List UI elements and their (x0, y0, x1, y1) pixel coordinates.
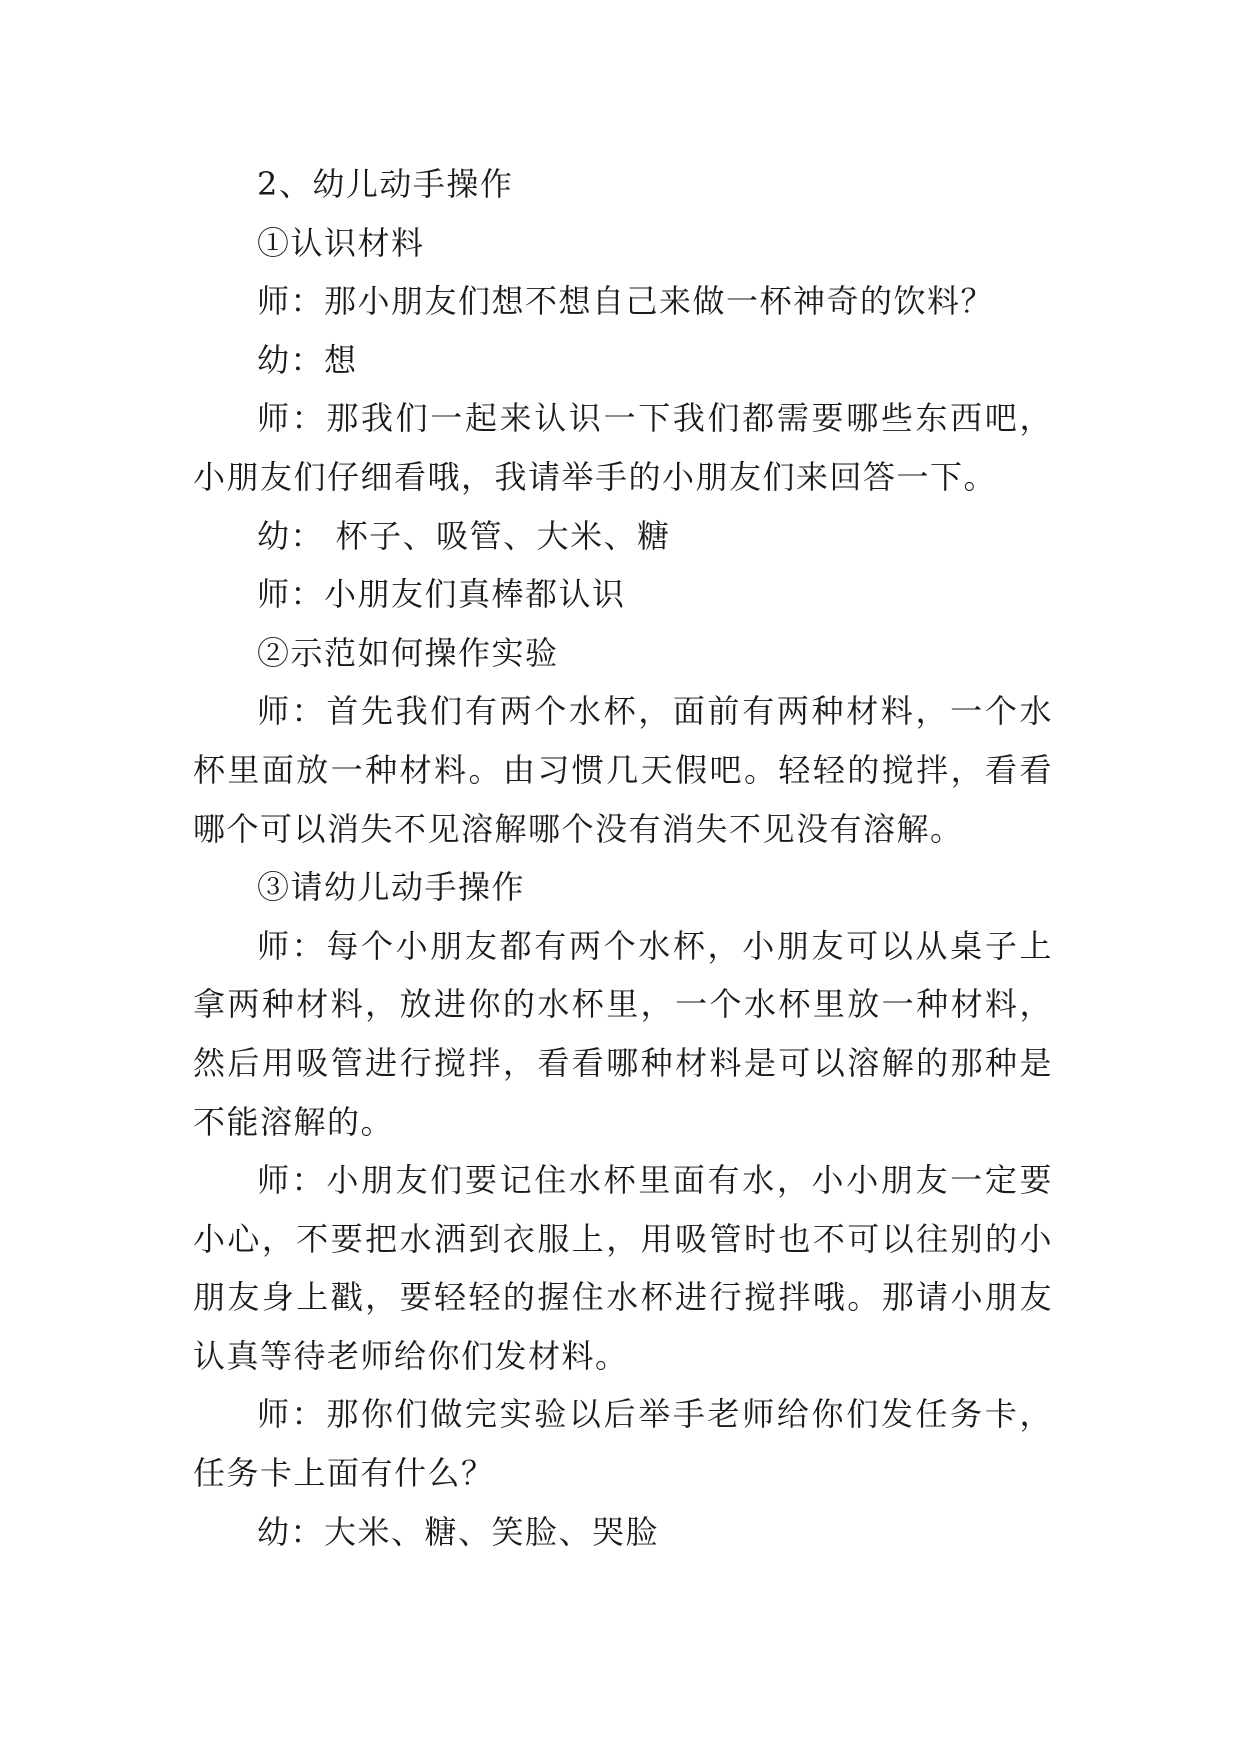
dialogue-line: 师：小朋友们要记住水杯里面有水，小小朋友一定要小心，不要把水洒到衣服上，用吸管时也不可以往别的小朋友身上戳，要轻轻的握住水杯进行搅拌哦。那请小朋友认真等待老师给你们发材料。 (193, 1161, 1053, 1375)
dialogue-line: 幼：想 (257, 340, 358, 379)
dialogue-line: 幼： 杯子、吸管、大米、糖 (257, 516, 671, 555)
dialogue-line: 师：那你们做完实验以后举手老师给你们发任务卡，任务卡上面有什么？ (193, 1395, 1053, 1493)
dialogue-line: 师：小朋友们真棒都认识 (257, 575, 626, 614)
dialogue-line: 师：首先我们有两个水杯，面前有两种材料，一个水杯里面放一种材料。由习惯几天假吧。轻轻的搅拌，看看哪个可以消失不见溶解哪个没有消失不见没有溶解。 (193, 692, 1053, 848)
dialogue-line: 师：每个小朋友都有两个水杯，小朋友可以从桌子上拿两种材料，放进你的水杯里，一个水杯里放一种材料，然后用吸管进行搅拌，看看哪种材料是可以溶解的那种是不能溶解的。 (193, 926, 1053, 1141)
step-heading: ②示范如何操作实验 (257, 633, 559, 672)
section-heading: 2、幼儿动手操作 (257, 165, 514, 203)
document-body (193, 155, 1053, 1561)
step-heading: ①认识材料 (257, 223, 425, 262)
dialogue-line: 师：那小朋友们想不想自己来做一杯神奇的饮料？ (257, 282, 995, 321)
dialogue-line: 师：那我们一起来认识一下我们都需要哪些东西吧，小朋友们仔细看哦，我请举手的小朋友们来回答一下。 (193, 399, 1053, 496)
dialogue-line: 幼：大米、糖、笑脸、哭脸 (257, 1512, 660, 1551)
step-heading: ③请幼儿动手操作 (257, 868, 526, 907)
